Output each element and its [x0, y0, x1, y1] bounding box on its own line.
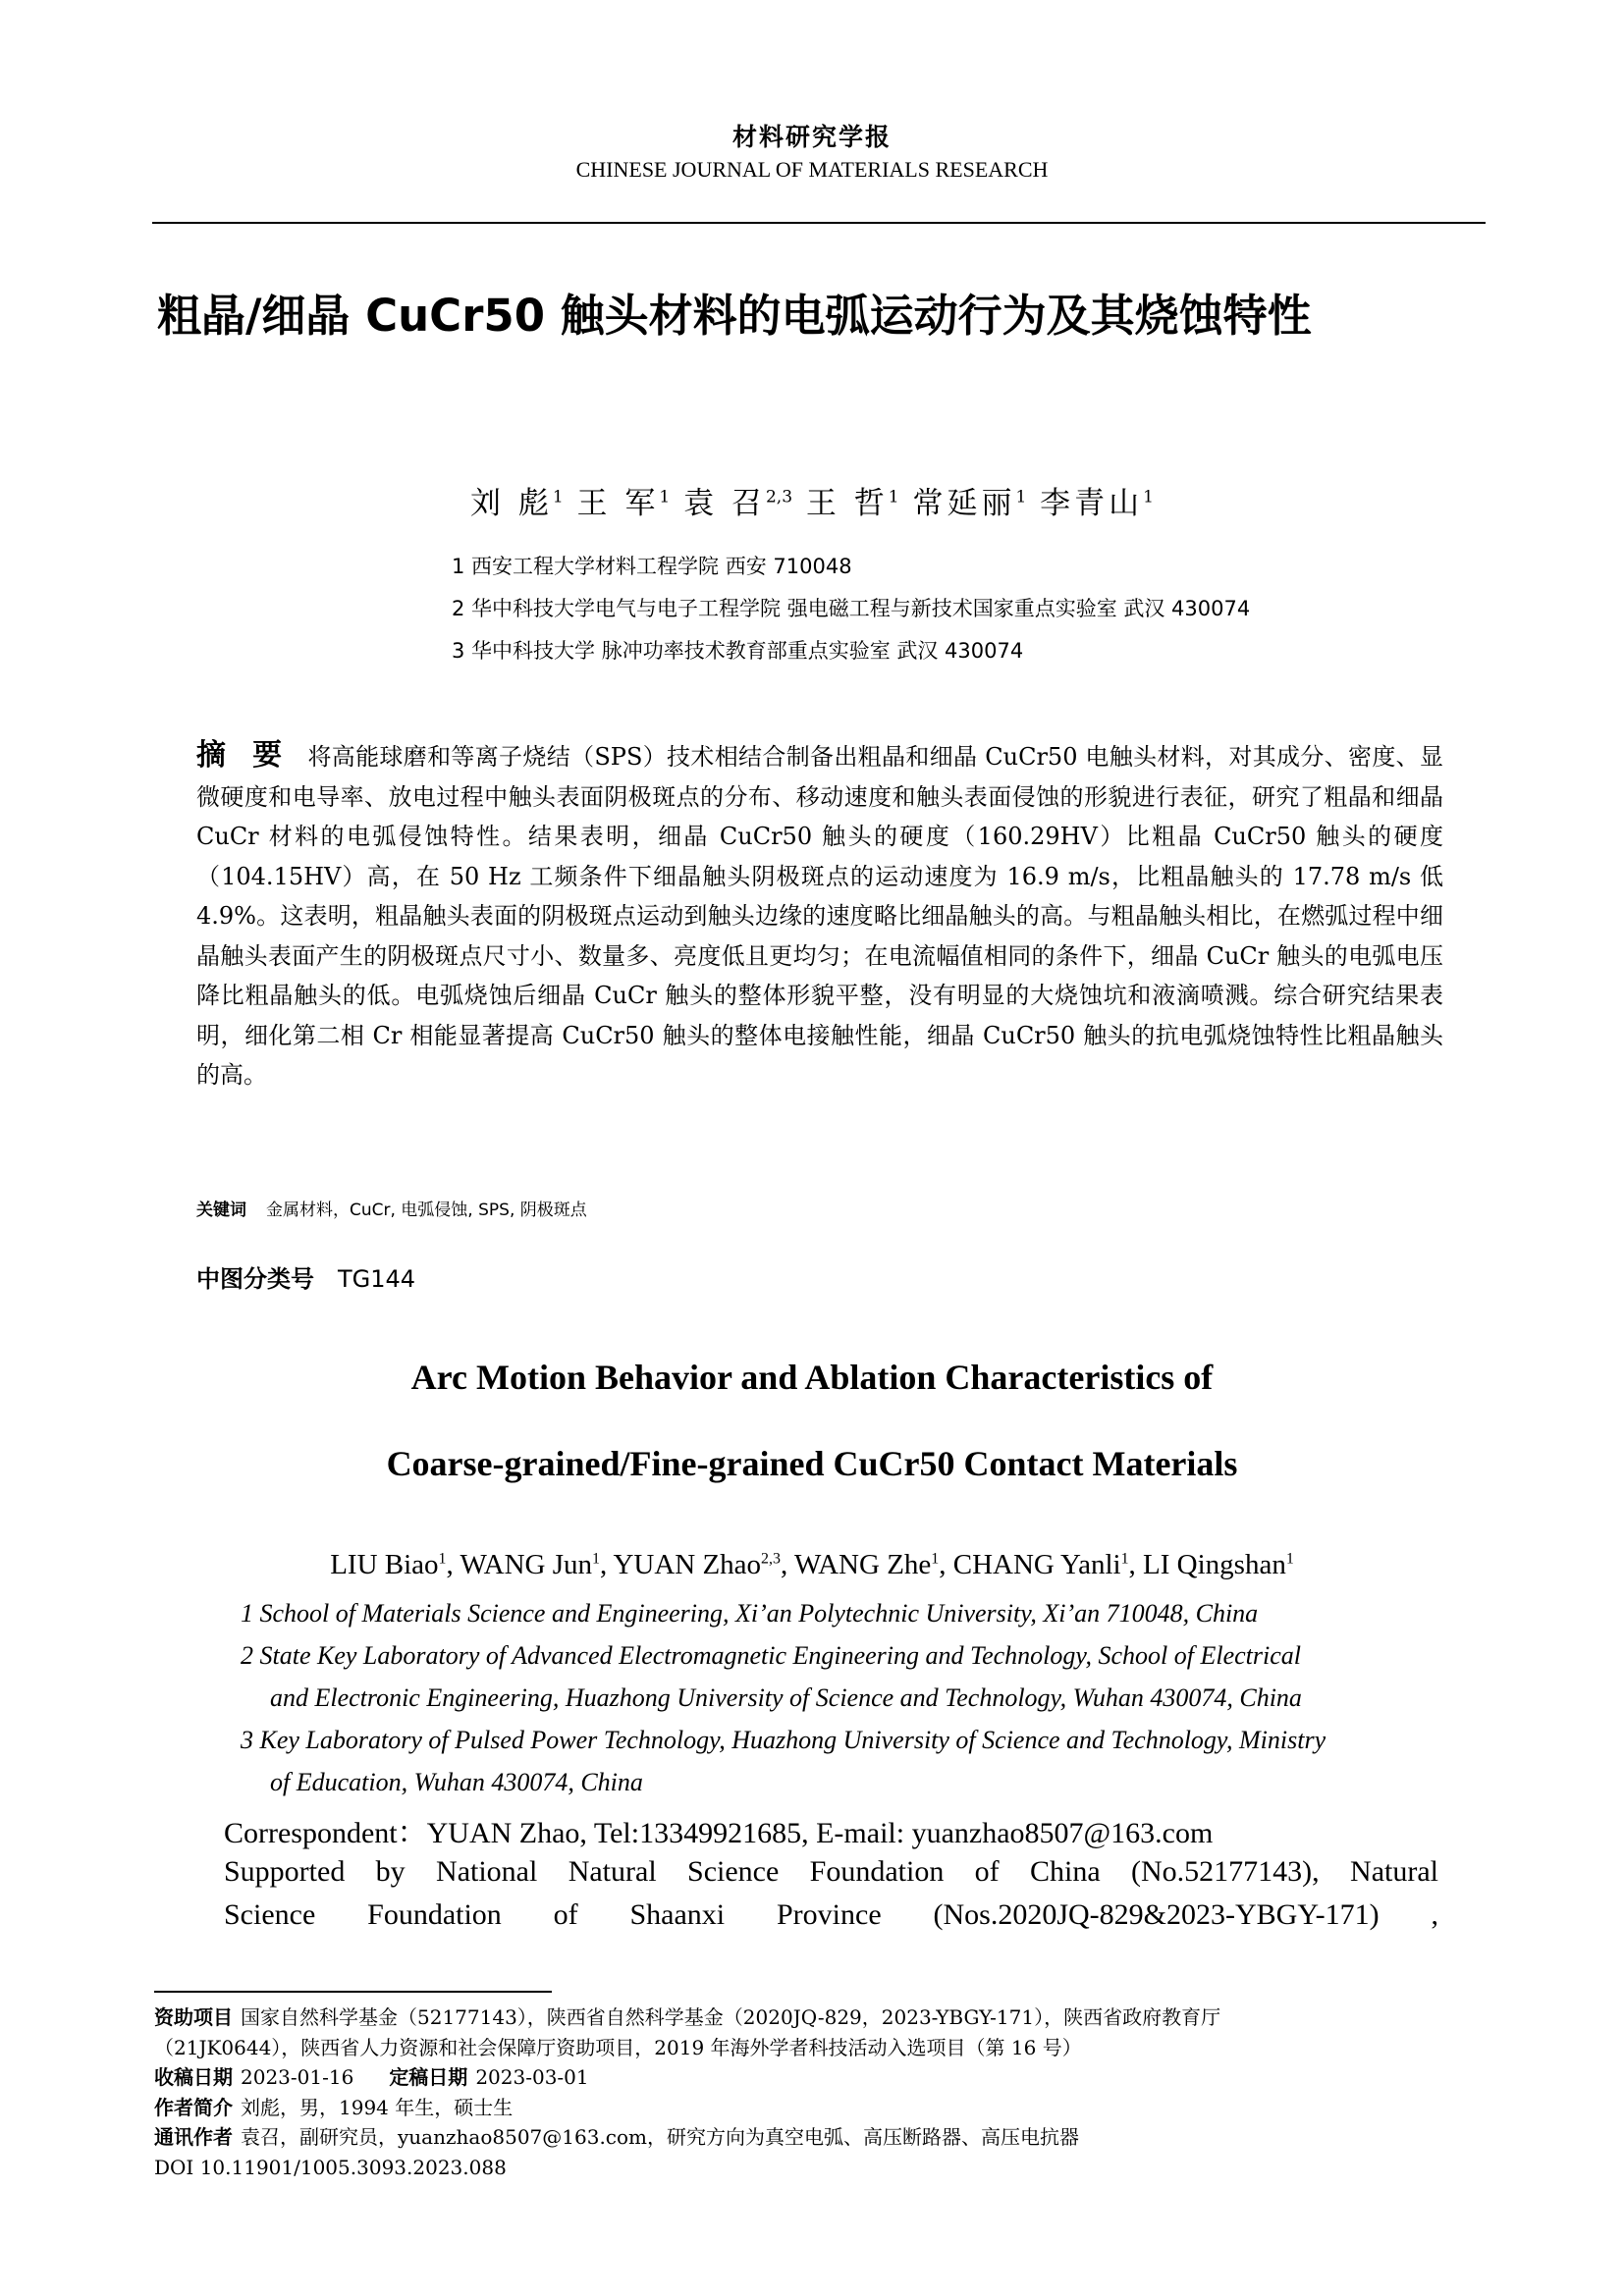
footnote-funding: 资助项目 国家自然科学基金（52177143），陕西省自然科学基金（2020JQ-829，2023-YBGY-171），陕西省政府教育厅	[154, 2005, 1221, 2029]
affiliation-cn: 2 华中科技大学电气与电子工程学院 强电磁工程与新技术国家重点实验室 武汉 430074	[452, 597, 1251, 620]
affiliations-en	[241, 1592, 1488, 1803]
footnote-author: 作者简介 刘彪，男，1994 年生，硕士生	[154, 2095, 514, 2119]
journal-name-cn: 材料研究学报	[731, 123, 892, 151]
authors-en	[0, 1549, 1624, 1581]
affiliation-cn: 3 华中科技大学 脉冲功率技术教育部重点实验室 武汉 430074	[452, 639, 1024, 663]
classification-label: 中图分类号	[196, 1265, 314, 1293]
author-en: LI Qingshan$^1$	[1143, 1549, 1294, 1580]
author-en: WANG Jun$^1$,	[460, 1549, 608, 1580]
title-cn: 粗晶/细晶 CuCr50 触头材料的电弧运动行为及其烧蚀特性	[157, 290, 1312, 342]
footnote-rule	[154, 1991, 552, 1993]
abstract-label: 摘 要	[196, 738, 291, 773]
author-cn: 王 哲$^1$	[805, 486, 899, 521]
author-cn: 袁 召$^{2,3}$	[683, 486, 793, 521]
keywords-label: 关键词	[196, 1201, 246, 1220]
author-cn: 刘 彪$^1$	[469, 486, 564, 521]
header-rule	[152, 222, 1486, 224]
title-en-line2: Coarse-grained/Fine-grained CuCr50 Contact Materials	[386, 1444, 1238, 1483]
funding-line1: Supported by National Natural Science Foundation of China (No.52177143), Natural	[224, 1855, 1438, 1888]
footnote-dates: 收稿日期 2023-01-16 定稿日期 2023-03-01	[154, 2065, 589, 2089]
journal-name-en: CHINESE JOURNAL OF MATERIALS RESEARCH	[575, 157, 1049, 182]
funding-statement	[224, 1850, 1438, 1937]
affiliation-en-2: 2 State Key Laboratory of Advanced Electromagnetic Engineering and Technology, School of Electrical	[241, 1641, 1302, 1670]
footnote-doi: DOI 10.11901/1005.3093.2023.088	[154, 2155, 507, 2179]
abstract	[196, 736, 1443, 1095]
classification-value: TG144	[338, 1265, 416, 1293]
authors-cn	[0, 478, 1624, 522]
author-en: LIU Biao$^1$,	[330, 1549, 454, 1580]
author-cn: 常延丽$^1$	[912, 486, 1027, 521]
footnote-correspondent: 通讯作者 袁召，副研究员，yuanzhao8507@163.com，研究方向为真空电弧、高压断路器、高压电抗器	[154, 2125, 1080, 2149]
keywords-text: 金属材料，CuCr, 电弧侵蚀, SPS, 阴极斑点	[266, 1201, 587, 1220]
funding-line2: Science Foundation of Shaanxi Province (Nos.2020JQ-829&2023-YBGY-171) ,	[224, 1898, 1438, 1931]
affiliation-en-3-cont: of Education, Wuhan 430074, China	[270, 1768, 643, 1796]
correspondent: Correspondent：YUAN Zhao, Tel:13349921685, E-mail: yuanzhao8507@163.com	[224, 1817, 1214, 1849]
classification	[196, 1259, 415, 1294]
author-en: WANG Zhe$^1$,	[793, 1549, 947, 1580]
abstract-text: 将高能球磨和等离子烧结（SPS）技术相结合制备出粗晶和细晶 CuCr50 电触头材料，对其成分、密度、显微硬度和电导率、放电过程中触头表面阴极斑点的分布、移动速度和触头表面侵蚀的形貌进行表征，研究了粗晶和细晶 CuCr 材料的电弧侵蚀特性。结果表明，细晶 CuCr50 触头的硬度（160.29HV）比粗晶 CuCr50 触头的硬度（104.15HV）高，在 50 Hz 工频条件下细晶触头阴极斑点的运动速度为 16.9 m/s，比粗晶触头的 17.78 m/s 低 4.9%。这表明，粗晶触头表面的阴极斑点运动到触头边缘的速度略比细晶触头的高。与粗晶触头相比，在燃弧过程中细晶触头表面产生的阴极斑点尺寸小、数量多、亮度低且更均匀；在电流幅值相同的条件下，细晶 CuCr 触头的电弧电压降比粗晶触头的低。电弧烧蚀后细晶 CuCr 触头的整体形貌平整，没有明显的大烧蚀坑和液滴喷溅。综合研究结果表明，细化第二相 Cr 相能显著提高 CuCr50 触头的整体电接触性能，细晶 CuCr50 触头的抗电弧烧蚀特性比粗晶触头的高。	[196, 743, 1443, 1089]
footnotes	[154, 2002, 1489, 2182]
author-cn: 王 军$^1$	[576, 486, 671, 521]
title-en-line1: Arc Motion Behavior and Ablation Characteristics of	[410, 1358, 1214, 1397]
affiliation-en-1: 1 School of Materials Science and Engineering, Xi’an Polytechnic University, Xi’an 710048, China	[241, 1599, 1259, 1628]
author-en: YUAN Zhao$^{2,3}$,	[613, 1549, 788, 1580]
affiliation-en-3: 3 Key Laboratory of Pulsed Power Technology, Huazhong University of Science and Technology, Ministry	[241, 1726, 1326, 1754]
author-en: CHANG Yanli$^1$,	[952, 1549, 1136, 1580]
keywords	[196, 1196, 587, 1220]
affiliation-cn: 1 西安工程大学材料工程学院 西安 710048	[452, 555, 852, 578]
author-cn: 李青山$^1$	[1040, 486, 1155, 521]
footnote-funding-cont: （21JK0644），陕西省人力资源和社会保障厅资助项目，2019 年海外学者科技活动入选项目（第 16 号）	[154, 2035, 1082, 2059]
affiliation-en-2-cont: and Electronic Engineering, Huazhong University of Science and Technology, Wuhan 430074, China	[270, 1683, 1302, 1712]
